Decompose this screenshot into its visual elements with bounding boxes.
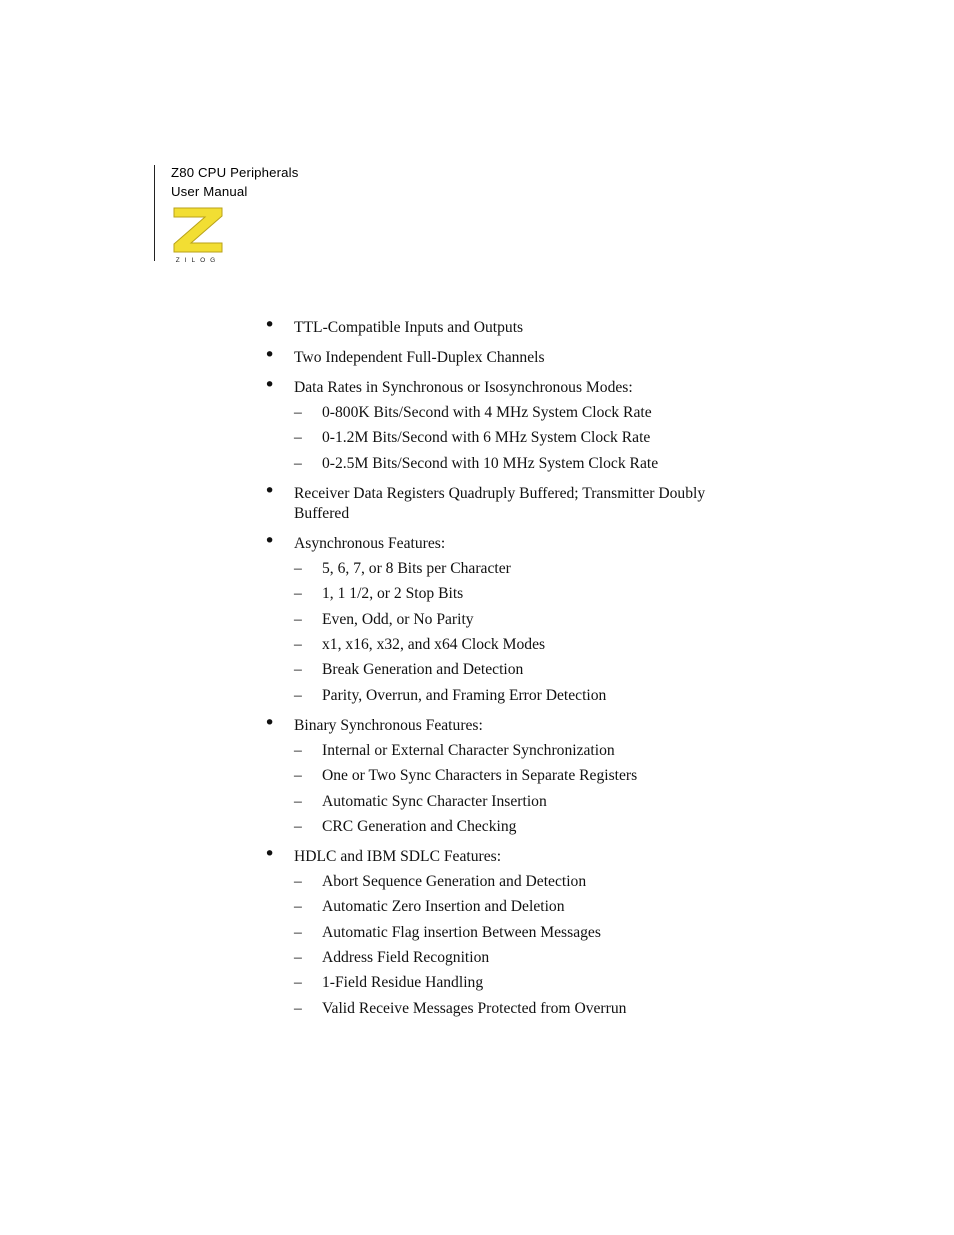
sub-feature-text: Parity, Overrun, and Framing Error Detection — [322, 686, 607, 704]
dash-icon: – — [294, 767, 302, 785]
feature-text: Data Rates in Synchronous or Isosynchronous Modes: — [294, 379, 633, 396]
zilog-z-mark — [174, 208, 222, 252]
feature-text: Two Independent Full-Duplex Channels — [294, 349, 545, 366]
bullet-icon: • — [264, 374, 276, 396]
feature-list — [264, 314, 764, 1029]
sub-feature-item — [264, 897, 764, 917]
sub-feature-text: Internal or External Character Synchronization — [322, 741, 615, 759]
feature-text: Asynchronous Features: — [294, 534, 446, 552]
sub-feature-item — [264, 403, 764, 423]
feature-group — [264, 711, 764, 837]
bullet-icon: • — [264, 344, 276, 366]
dash-icon: – — [294, 635, 302, 653]
dash-icon: – — [294, 454, 302, 472]
feature-group — [264, 374, 764, 474]
dash-icon: – — [294, 661, 302, 679]
feature-text: Binary Synchronous Features: — [294, 716, 483, 734]
sub-feature-text: CRC Generation and Checking — [322, 817, 517, 835]
dash-icon: – — [294, 949, 302, 967]
sub-feature-text: Automatic Zero Insertion and Deletion — [322, 898, 565, 916]
sub-feature-text: x1, x16, x32, and x64 Clock Modes — [322, 635, 546, 653]
sub-feature-text: Valid Receive Messages Protected from Overrun — [322, 999, 627, 1017]
sub-feature-text: Address Field Recognition — [322, 949, 490, 967]
feature-group — [264, 842, 764, 1019]
bullet-icon: • — [264, 314, 276, 336]
sub-feature-item — [264, 872, 764, 892]
sub-feature-item — [264, 635, 764, 655]
sub-feature-item — [264, 999, 764, 1019]
sub-feature-text: Even, Odd, or No Parity — [322, 610, 474, 628]
zilog-wordmark: ZILOG — [175, 257, 221, 263]
dash-icon: – — [294, 974, 302, 992]
sub-feature-text: 1-Field Residue Handling — [322, 974, 484, 992]
sub-feature-item — [264, 923, 764, 943]
feature-text: HDLC and IBM SDLC Features: — [294, 847, 502, 865]
document-title: Z80 CPU Peripherals — [171, 165, 299, 180]
dash-icon: – — [294, 792, 302, 810]
sub-feature-text: Automatic Sync Character Insertion — [322, 792, 547, 810]
page-header — [154, 165, 299, 263]
sub-feature-item — [264, 817, 764, 837]
dash-icon: – — [294, 404, 302, 421]
sub-feature-item — [264, 948, 764, 968]
sub-feature-text: 1, 1 1/2, or 2 Stop Bits — [322, 585, 464, 603]
zilog-logo — [171, 205, 225, 263]
dash-icon: – — [294, 898, 302, 916]
feature-item — [264, 529, 764, 554]
sub-feature-item — [264, 584, 764, 604]
feature-group — [264, 344, 764, 368]
sub-feature-text: One or Two Sync Characters in Separate Registers — [322, 767, 638, 785]
feature-item — [264, 344, 764, 368]
sub-feature-item — [264, 686, 764, 706]
dash-icon: – — [294, 741, 302, 759]
dash-icon: – — [294, 999, 302, 1017]
sub-feature-text: Break Generation and Detection — [322, 661, 524, 679]
sub-feature-text: Abort Sequence Generation and Detection — [322, 872, 587, 890]
sub-feature-item — [264, 559, 764, 579]
sub-feature-text: 5, 6, 7, or 8 Bits per Character — [322, 559, 511, 577]
dash-icon: – — [294, 686, 302, 704]
sub-feature-item — [264, 610, 764, 630]
feature-group — [264, 314, 764, 338]
sub-feature-list — [264, 403, 764, 474]
feature-group — [264, 479, 764, 524]
feature-item — [264, 842, 764, 867]
sub-feature-text: 0-800K Bits/Second with 4 MHz System Clock Rate — [322, 404, 652, 421]
dash-icon: – — [294, 872, 302, 890]
feature-item — [264, 711, 764, 736]
document-subtitle: User Manual — [171, 184, 248, 199]
dash-icon: – — [294, 817, 302, 835]
feature-group — [264, 529, 764, 706]
sub-feature-item — [264, 766, 764, 786]
feature-item — [264, 374, 764, 398]
bullet-icon: • — [264, 842, 276, 865]
sub-feature-list — [264, 559, 764, 706]
dash-icon: – — [294, 610, 302, 628]
bullet-icon: • — [264, 711, 276, 734]
dash-icon: – — [294, 559, 302, 577]
feature-text: Receiver Data Registers Quadruply Buffered; Transmitter Doubly Buffered — [294, 484, 706, 522]
sub-feature-list — [264, 872, 764, 1019]
dash-icon: – — [294, 923, 302, 941]
dash-icon: – — [294, 429, 302, 447]
sub-feature-item — [264, 741, 764, 761]
sub-feature-item — [264, 428, 764, 448]
sub-feature-item — [264, 454, 764, 474]
sub-feature-text: Automatic Flag insertion Between Messages — [322, 923, 601, 941]
sub-feature-list — [264, 741, 764, 837]
feature-text: TTL-Compatible Inputs and Outputs — [294, 319, 524, 336]
bullet-icon: • — [264, 529, 276, 552]
sub-feature-text: 0-1.2M Bits/Second with 6 MHz System Clock Rate — [322, 429, 651, 447]
sub-feature-item — [264, 792, 764, 812]
dash-icon: – — [294, 585, 302, 603]
bullet-icon: • — [264, 479, 276, 502]
feature-item — [264, 479, 764, 524]
sub-feature-text: 0-2.5M Bits/Second with 10 MHz System Clock Rate — [322, 454, 659, 472]
sub-feature-item — [264, 660, 764, 680]
feature-item — [264, 314, 764, 338]
sub-feature-item — [264, 973, 764, 993]
